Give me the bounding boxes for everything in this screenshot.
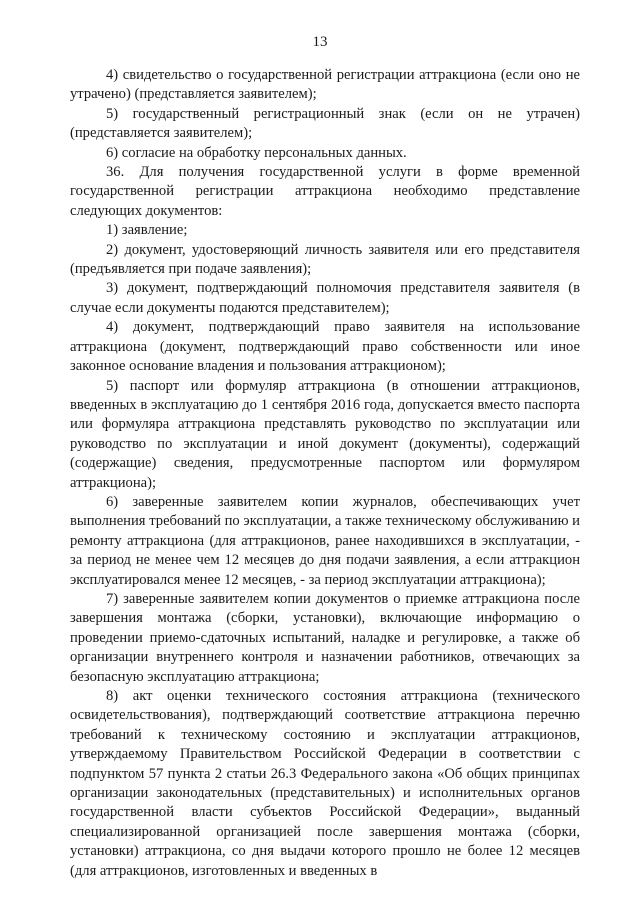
paragraph-item-2-identity: 2) документ, удостоверяющий личность заявителя или его представителя (предъявляется при подаче заявления); xyxy=(70,241,580,278)
paragraph-item-5-passport: 5) паспорт или формуляр аттракциона (в отношении аттракционов, введенных в эксплуатацию до 1 сентября 2016 года, допускается вместо паспорта или формуляра аттракциона представлять руководство по эксплуатации или руководство по эксплуатации и иной документ (документы), содержащий (содержащие) сведения, предусмотренные паспортом или формуляром аттракциона); xyxy=(70,377,580,491)
paragraph-item-4-ownership: 4) документ, подтверждающий право заявителя на использование аттракциона (документ, подтверждающий право собственности или иное законное основание владения и пользования аттракционом); xyxy=(70,319,580,375)
page-number: 13 xyxy=(312,34,328,50)
paragraph-item-6-consent: 6) согласие на обработку персональных данных. xyxy=(106,144,407,161)
paragraph-item-5-plate: 5) государственный регистрационный знак (если он не утрачен) (представляется заявителем); xyxy=(70,105,580,142)
paragraph-item-8-assessment: 8) акт оценки технического состояния аттракциона (технического освидетельствования), подтверждающий соответствие аттракциона перечню требований к техническому состоянию и эксплуатации аттракционов, утверждаемому Правительством Российской Федерации в соответствии с подпунктом 57 пункта 2 статьи 26.3 Федерального закона «Об общих принципах организации законодательных (представительных) и исполнительных органов государственной власти субъектов Российской Федерации», выданный специализированной организацией после завершения монтажа (сборки, установки) аттракциона, со дня выдачи которого прошло не более 12 месяцев (для аттракционов, изготовленных и введенных в xyxy=(70,688,580,879)
document-body xyxy=(70,66,580,881)
paragraph-item-7-acceptance: 7) заверенные заявителем копии документов о приемке аттракциона после завершения монтажа (сборки, установки), включающие информацию о проведении приемо-сдаточных испытаний, наладке и регулировке, а также об организации внутреннего контроля и назначении работников, отвечающих за безопасную эксплуатацию аттракциона; xyxy=(70,590,580,685)
paragraph-item-6-journals: 6) заверенные заявителем копии журналов, обеспечивающих учет выполнения требований по эксплуатации, а также техническому обслуживанию и ремонту аттракциона (для аттракционов, ранее находившихся в эксплуатации, - за период не менее чем 12 месяцев до дня подачи заявления, а если аттракцион эксплуатировался менее 12 месяцев, - за период эксплуатации аттракциона); xyxy=(70,493,580,588)
paragraph-clause-36: 36. Для получения государственной услуги в форме временной государственной регистрации аттракциона необходимо представление следующих документов: xyxy=(70,164,580,219)
paragraph-item-3-authority: 3) документ, подтверждающий полномочия представителя заявителя (в случае если документы подаются представителем); xyxy=(70,280,580,316)
paragraph-item-1-application: 1) заявление; xyxy=(106,222,188,239)
paragraph-item-4-certificate: 4) свидетельство о государственной регистрации аттракциона (если оно не утрачено) (представляется заявителем); xyxy=(70,67,580,103)
